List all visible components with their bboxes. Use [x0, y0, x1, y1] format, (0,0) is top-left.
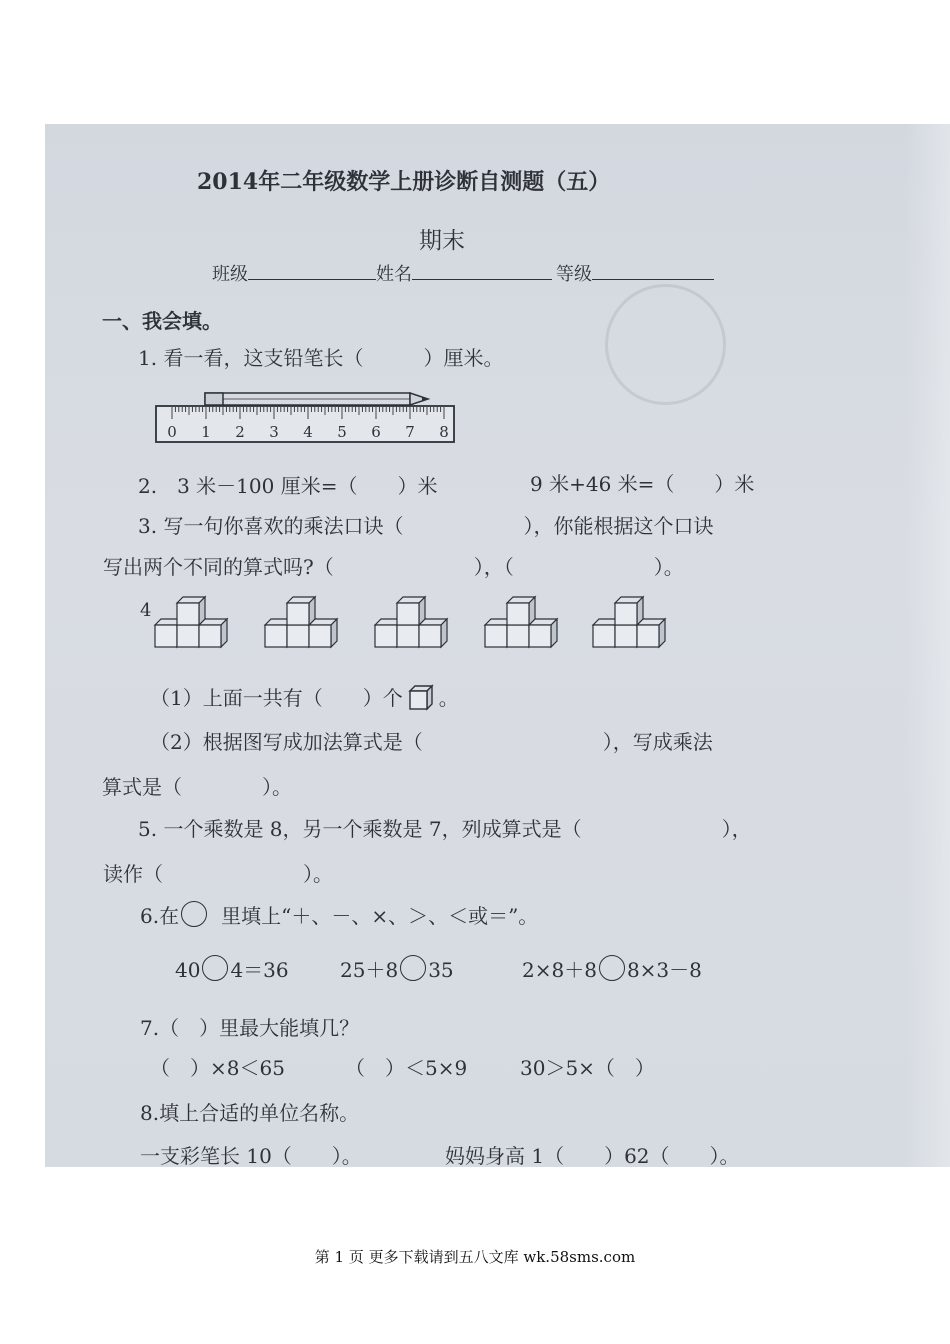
grade-label: 等级	[556, 264, 592, 285]
question-3-line2: 写出两个不同的算式吗?（ ），（ ）。	[103, 555, 684, 579]
cube	[615, 597, 643, 625]
question-6-expr1	[175, 954, 289, 983]
ruler-label: 4	[303, 423, 313, 441]
question-5-line2: 读作（ ）。	[103, 862, 333, 886]
question-6-expr3	[522, 954, 702, 983]
cube	[287, 597, 315, 625]
question-5-line1: 5. 一个乘数是 8，另一个乘数是 7，列成算式是（ ），	[138, 817, 752, 841]
expr1-right: 4＝36	[230, 958, 289, 982]
cube-icon	[407, 683, 435, 711]
ruler-label: 3	[269, 423, 279, 441]
ruler	[156, 406, 454, 442]
name-blank[interactable]	[412, 261, 552, 280]
answer-circle-3[interactable]	[599, 955, 625, 981]
question-1: 1. 看一看，这支铅笔长（ ）厘米。	[138, 346, 504, 370]
question-3-line1: 3. 写一句你喜欢的乘法口诀（ ），你能根据这个口诀	[138, 514, 714, 538]
question-4-1-text: （1）上面一共有（ ）个	[150, 686, 403, 710]
expr1-left: 40	[175, 958, 201, 982]
cube	[637, 619, 665, 647]
grade-blank[interactable]	[592, 261, 714, 280]
class-blank[interactable]	[248, 261, 376, 280]
name-label: 姓名	[376, 264, 412, 285]
cube	[397, 597, 425, 625]
question-4-2-line1: （2）根据图写成加法算式是（ ），写成乘法	[150, 730, 713, 754]
bleed-through-mark	[605, 284, 726, 405]
ruler-label: 6	[371, 423, 381, 441]
pencil-icon	[205, 393, 428, 405]
question-7-expr3: 30＞5×（ ）	[520, 1056, 655, 1080]
question-6-prefix: 6.在	[140, 904, 180, 928]
cube	[529, 619, 557, 647]
expr2-right: 35	[428, 958, 454, 982]
ruler-label: 7	[405, 423, 415, 441]
expr3-right: 8×3－8	[626, 958, 702, 982]
question-7-expr2: （ ）＜5×9	[345, 1056, 468, 1080]
question-7: 7.（ ）里最大能填几？	[140, 1016, 360, 1040]
cube	[177, 597, 205, 625]
page-footer: 第 1 页 更多下载请到五八文库 wk.58sms.com	[314, 1248, 636, 1266]
question-2a: 2. 3 米－100 厘米=（ ）米	[138, 474, 438, 498]
question-4-1-end: 。	[438, 686, 459, 710]
question-7-expr1: （ ）×8＜65	[150, 1056, 285, 1080]
answer-circle-1[interactable]	[202, 955, 228, 981]
question-6-expr2	[340, 954, 454, 983]
question-4-number: 4	[140, 600, 152, 621]
ruler-label: 0	[167, 423, 177, 441]
cube	[419, 619, 447, 647]
expr3-left: 2×8＋8	[522, 958, 597, 982]
question-6-text: 里填上“＋、－、×、＞、＜或＝”。	[221, 904, 539, 928]
question-4-1	[150, 682, 459, 711]
question-8-expr1: 一支彩笔长 10（ ）。	[140, 1144, 362, 1168]
question-4-2-line2: 算式是（ ）。	[102, 775, 292, 799]
question-6	[140, 900, 538, 929]
question-8-expr2: 妈妈身高 1（ ）62（ ）。	[445, 1144, 740, 1168]
ruler-label: 2	[235, 423, 245, 441]
cube	[309, 619, 337, 647]
question-2b: 9 米+46 米=（ ）米	[530, 472, 755, 496]
ruler-label: 1	[201, 423, 211, 441]
page-subtitle: 期末	[419, 228, 465, 254]
ruler-label: 5	[337, 423, 347, 441]
class-label: 班级	[212, 264, 248, 285]
cube	[199, 619, 227, 647]
section-heading: 一、我会填。	[102, 309, 222, 333]
pencil-ruler-figure	[150, 385, 465, 447]
info-line	[212, 260, 714, 286]
ruler-label: 8	[439, 423, 449, 441]
expr2-left: 25＋8	[340, 958, 399, 982]
page-title: 2014年二年级数学上册诊断自测题（五）	[197, 169, 611, 195]
circle-icon	[181, 901, 207, 927]
cube	[507, 597, 535, 625]
question-8: 8.填上合适的单位名称。	[140, 1101, 360, 1125]
cube-groups-figure	[150, 592, 670, 654]
answer-circle-2[interactable]	[400, 955, 426, 981]
